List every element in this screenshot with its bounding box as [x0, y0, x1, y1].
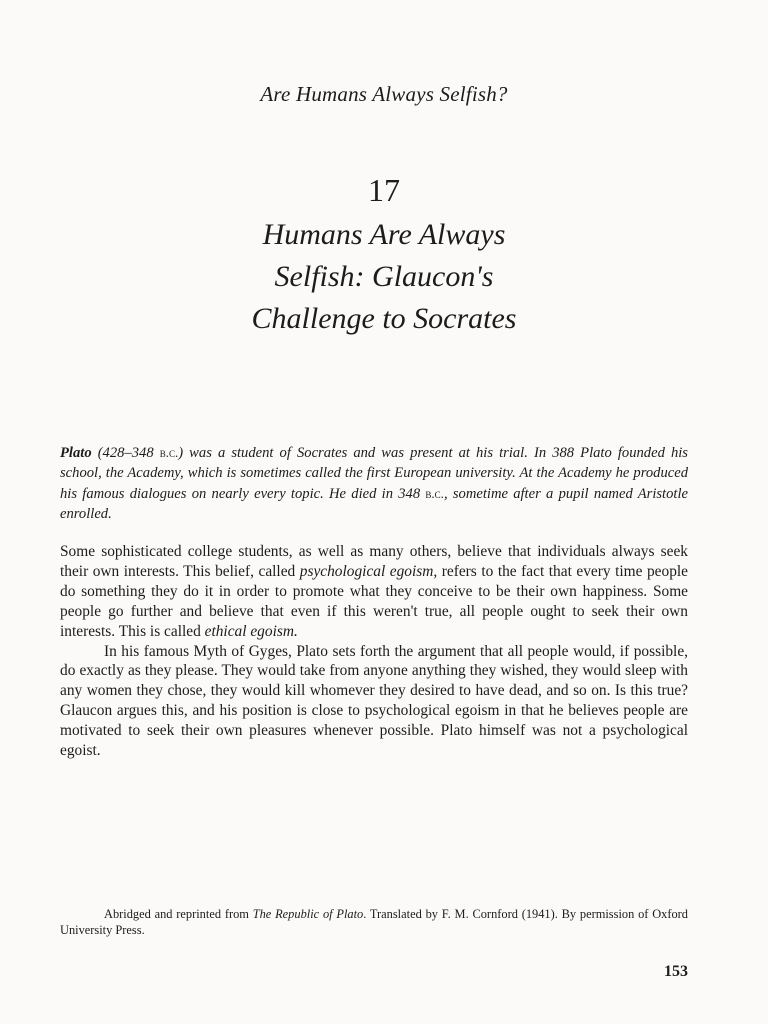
- era-abbrev: b.c.: [425, 485, 444, 501]
- term-ethical-egoism: ethical egoism.: [204, 622, 298, 640]
- intro-text: ) was a student of Socrates and was present at his trial. In 388 Plato founded his school, the Academy, which is sometimes called the first European university. At the Academy he produced his famous dialogues on nearly every topic. He died in 348: [60, 445, 688, 502]
- body-text: [60, 542, 688, 761]
- chapter-title-line: Humans Are Always: [262, 218, 506, 251]
- footnote: [60, 906, 688, 938]
- footnote-text: . Translated by F. M. Cornford (1941). By permission of Oxford University Press.: [60, 907, 688, 937]
- intro-text: , sometime after a pupil named Aristotle enrolled.: [60, 485, 688, 523]
- book-title: The Republic of Plato: [252, 907, 364, 921]
- author-name: Plato: [60, 445, 92, 461]
- footnote-text: Abridged and reprinted from: [104, 907, 253, 921]
- era-abbrev: b.c.: [159, 445, 179, 460]
- chapter-title: [150, 214, 618, 340]
- chapter-title-line: Selfish: Glaucon's: [274, 260, 494, 293]
- paragraph-text: Some sophisticated college students, as well as many others, believe that individuals always seek their own interests. This belief, called: [60, 543, 688, 580]
- term-psychological-egoism: psychological egoism,: [299, 562, 438, 580]
- chapter-number: 17: [368, 172, 400, 208]
- page-number: 153: [664, 963, 688, 980]
- paragraph-text: refers to the fact that every time people do something they do it in order to promote what they conceive to be their own happiness. Some people go further and believe that even if this weren't true, all people ought to seek their own interests. This is called: [60, 562, 689, 640]
- chapter-title-line: Challenge to Socrates: [251, 302, 517, 335]
- paragraph: In his famous Myth of Gyges, Plato sets forth the argument that all people would, if possible, do exactly as they please. They would take from anyone anything they wished, they would sleep with any women they chose, they would kill whomever they desired to have dead, and so on. Is this true? Glaucon argues this, and his position is close to psychological egoism in that he believes people are motivated to seek their own pleasures whenever possible. Plato himself was not a psychological egoist.: [60, 642, 688, 760]
- author-intro: [60, 443, 688, 525]
- paragraph: [60, 542, 688, 642]
- intro-text: (428–348: [91, 445, 160, 461]
- running-head: Are Humans Always Selfish?: [260, 82, 508, 106]
